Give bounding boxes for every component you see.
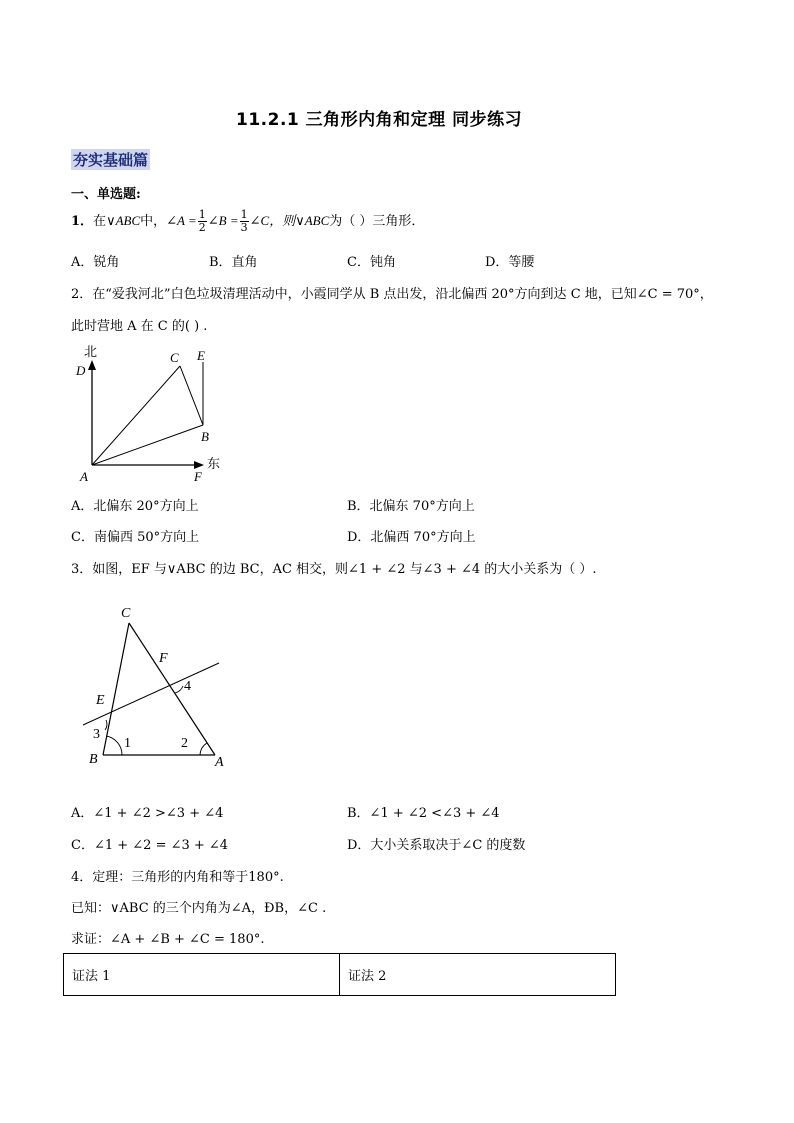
point-a-label: A [80, 469, 88, 484]
north-label: 北 [84, 344, 98, 359]
q1-pre: 在 [93, 214, 107, 229]
q3-option-c: C．∠1 + ∠2 = ∠3 + ∠4 [71, 838, 229, 853]
q3-option-b: B．∠1 + ∠2 <∠3 + ∠4 [347, 806, 500, 821]
proof-method-2: 证法 2 [340, 954, 616, 996]
table-row [64, 954, 616, 996]
q1-option-d: D．等腰 [485, 255, 535, 270]
q3-option-d: D．大小关系取决于∠C 的度数 [347, 838, 526, 853]
question-1 [71, 207, 424, 236]
q1-fraction-half: $\frac{1}{2}$ [198, 208, 206, 234]
q1-number: 1． [71, 214, 94, 229]
q1-eq-a: ∠A = [166, 213, 197, 228]
point-f-label: F [194, 469, 202, 484]
q2-text-line-2: 此时营地 A 在 C 的( ) . [71, 319, 208, 334]
q3-point-f-label: F [159, 651, 168, 666]
east-label: 东 [207, 456, 221, 471]
q2-option-d: D．北偏西 70°方向上 [347, 530, 476, 545]
page-title: 11.2.1 三角形内角和定理 同步练习 [236, 110, 523, 130]
q3-point-a-label: A [215, 755, 224, 770]
q3-option-a: A．∠1 + ∠2 >∠3 + ∠4 [71, 806, 224, 821]
part-heading: 一、单选题: [71, 187, 141, 202]
q3-angle-2-label: 2 [181, 736, 188, 751]
q3-point-e-label: E [96, 693, 105, 708]
q2-option-a: A．北偏东 20°方向上 [71, 499, 199, 514]
q3-point-b-label: B [89, 752, 98, 767]
q1-option-c: C．钝角 [347, 255, 396, 270]
q2-option-c: C．南偏西 50°方向上 [71, 530, 200, 545]
q3-angle-4-label: 4 [184, 679, 191, 694]
proof-table [63, 953, 616, 996]
q1-option-a: A．锐角 [71, 255, 120, 270]
q1-option-b: B．直角 [209, 255, 258, 270]
q3-point-c-label: C [121, 606, 131, 621]
point-c-label: C [170, 350, 179, 365]
q1-fraction-third: $\frac{1}{3}$ [240, 208, 248, 234]
point-e-label: E [197, 348, 205, 363]
section-heading: 夯实基础篇 [73, 151, 149, 169]
q4-given: 已知：∨ABC 的三个内角为∠A，ÐB，∠C . [71, 901, 327, 916]
q1-eq-c: ∠C，则 [249, 213, 296, 228]
q1-mid: 中， [140, 214, 167, 229]
q1-eq-b: ∠B = [207, 213, 239, 228]
q3-figure [78, 600, 238, 770]
q1-triangle: ∨ABC [106, 213, 141, 228]
proof-method-1: 证法 1 [64, 954, 340, 996]
q3-angle-3-label: 3 [93, 727, 100, 742]
q4-theorem: 4．定理：三角形的内角和等于180°. [71, 870, 284, 885]
q2-text-line-1: 2．在“爱我河北”白色垃圾清理活动中，小霞同学从 B 点出发，沿北偏西 20°方向到达 C 地，已知∠C = 70°， [71, 287, 713, 302]
q2-figure [70, 340, 230, 488]
q1-post: 为（ ）三角形． [329, 214, 425, 229]
q1-triangle-2: ∨ABC [295, 213, 330, 228]
q2-option-b: B．北偏东 70°方向上 [347, 499, 475, 514]
q4-prove: 求证：∠A + ∠B + ∠C = 180°. [71, 932, 265, 947]
q3-angle-1-label: 1 [124, 736, 131, 751]
point-d-label: D [76, 363, 86, 378]
point-b-label: B [201, 429, 209, 444]
q3-text: 3．如图，EF 与∨ABC 的边 BC，AC 相交，则∠1 + ∠2 与∠3 + ∠4 的大小关系为（ ）. [71, 562, 597, 577]
